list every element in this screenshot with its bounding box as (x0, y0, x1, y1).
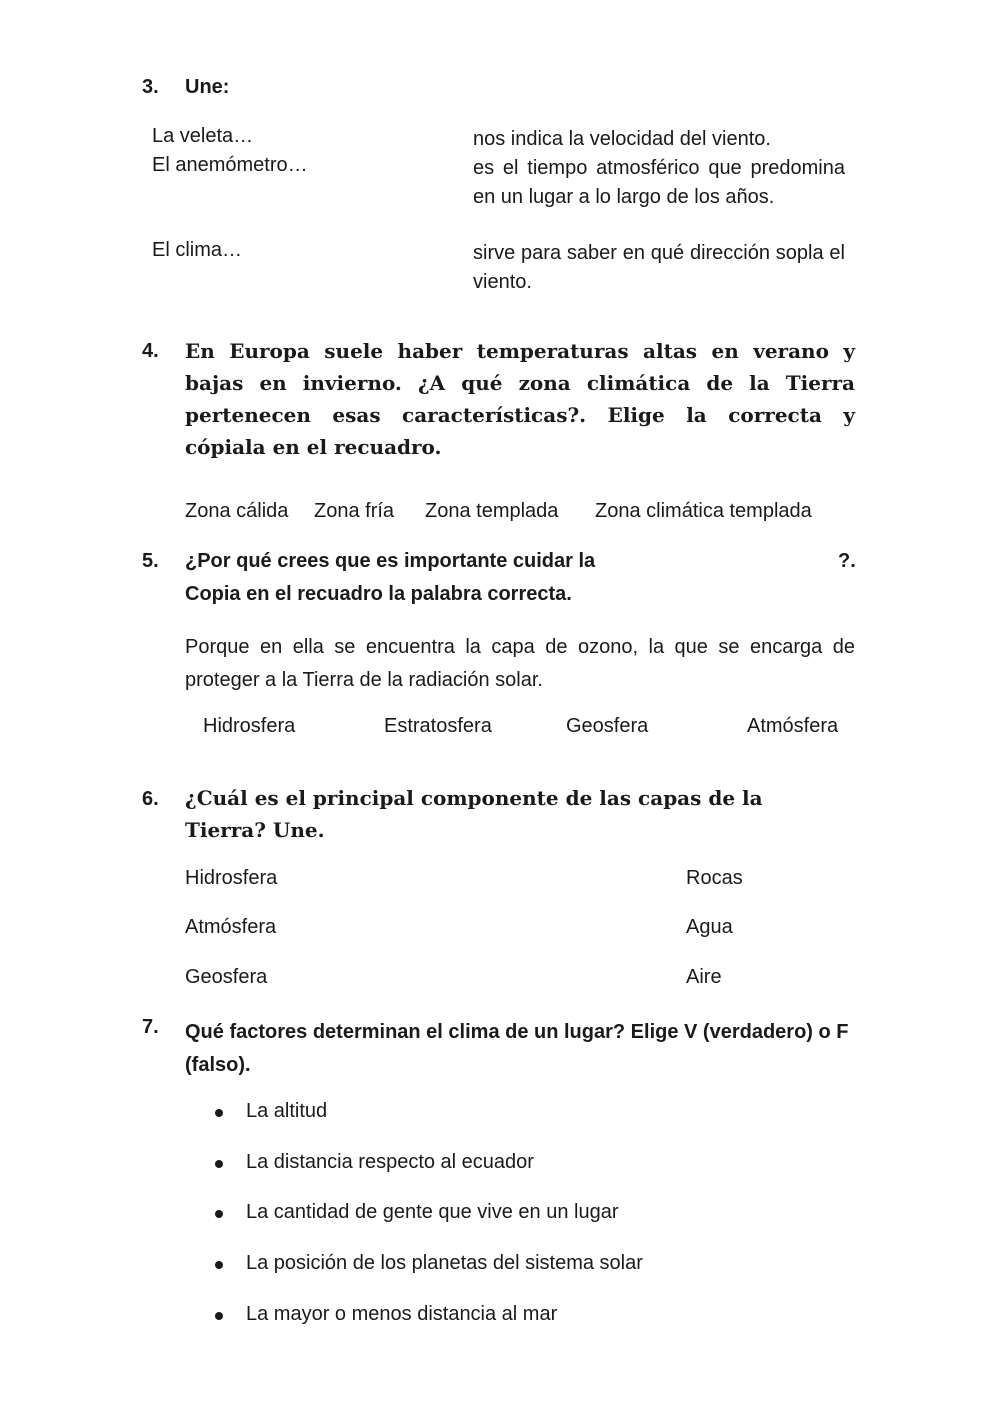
q3-number: 3. (142, 76, 159, 98)
q4-option: Zona templada (425, 500, 559, 522)
q7-question: Qué factores determinan el clima de un lugar? Elige V (verdadero) o F (falso). (185, 1021, 849, 1076)
q5-number: 5. (142, 550, 159, 572)
q3-left-item: El clima… (152, 239, 243, 261)
bullet-icon (215, 1160, 223, 1168)
bullet-icon (215, 1312, 223, 1320)
q6-number: 6. (142, 788, 159, 810)
q3-right-item: es el tiempo atmosférico que predomina en un lugar a lo largo de los años. (473, 157, 845, 208)
q4-option: Zona cálida (185, 500, 289, 522)
q5-question-start: ¿Por qué crees que es importante cuidar la (185, 550, 596, 572)
q7-item: La cantidad de gente que vive en un lugar (246, 1201, 619, 1223)
q3-right-item: nos indica la velocidad del viento. (473, 128, 771, 150)
bullet-icon (215, 1109, 223, 1117)
q7-item: La distancia respecto al ecuador (246, 1151, 534, 1173)
q5-option: Estratosfera (384, 715, 492, 737)
q7-item: La mayor o menos distancia al mar (246, 1303, 558, 1325)
q4-question: En Europa suele haber temperaturas altas en verano y bajas en invierno. ¿A qué zona climática de la Tierra pertenecen esas características?. Elige la correcta y cópiala en el recuadro. (185, 339, 855, 459)
q5-body-text: Porque en ella se encuentra la capa de ozono, la que se encarga de proteger a la Tierra de la radiación solar. (185, 636, 855, 691)
q4-option: Zona fría (314, 500, 395, 522)
bullet-icon (215, 1261, 223, 1269)
q3-left-item: El anemómetro… (152, 154, 308, 176)
q4-number: 4. (142, 340, 159, 362)
q6-left-item: Geosfera (185, 966, 268, 988)
bullet-icon (215, 1210, 223, 1218)
q5-option: Hidrosfera (203, 715, 296, 737)
q5-question-end: ?. (838, 550, 856, 572)
q6-left-item: Hidrosfera (185, 867, 278, 889)
q7-item: La posición de los planetas del sistema solar (246, 1252, 643, 1274)
q7-number: 7. (142, 1016, 159, 1038)
q5-option: Atmósfera (747, 715, 839, 737)
q5-question-line2: Copia en el recuadro la palabra correcta. (185, 583, 572, 605)
q6-right-item: Aire (686, 966, 722, 988)
q7-item: La altitud (246, 1100, 328, 1122)
q6-right-item: Agua (686, 916, 733, 938)
q5-option: Geosfera (566, 715, 649, 737)
q4-option: Zona climática templada (595, 500, 812, 522)
q3-left-item: La veleta… (152, 125, 254, 147)
q6-right-item: Rocas (686, 867, 743, 889)
q6-question: ¿Cuál es el principal componente de las capas de la Tierra? Une. (185, 786, 763, 842)
q3-right-item: sirve para saber en qué dirección sopla el viento. (473, 242, 845, 293)
q6-left-item: Atmósfera (185, 916, 277, 938)
q3-title: Une: (185, 76, 230, 98)
